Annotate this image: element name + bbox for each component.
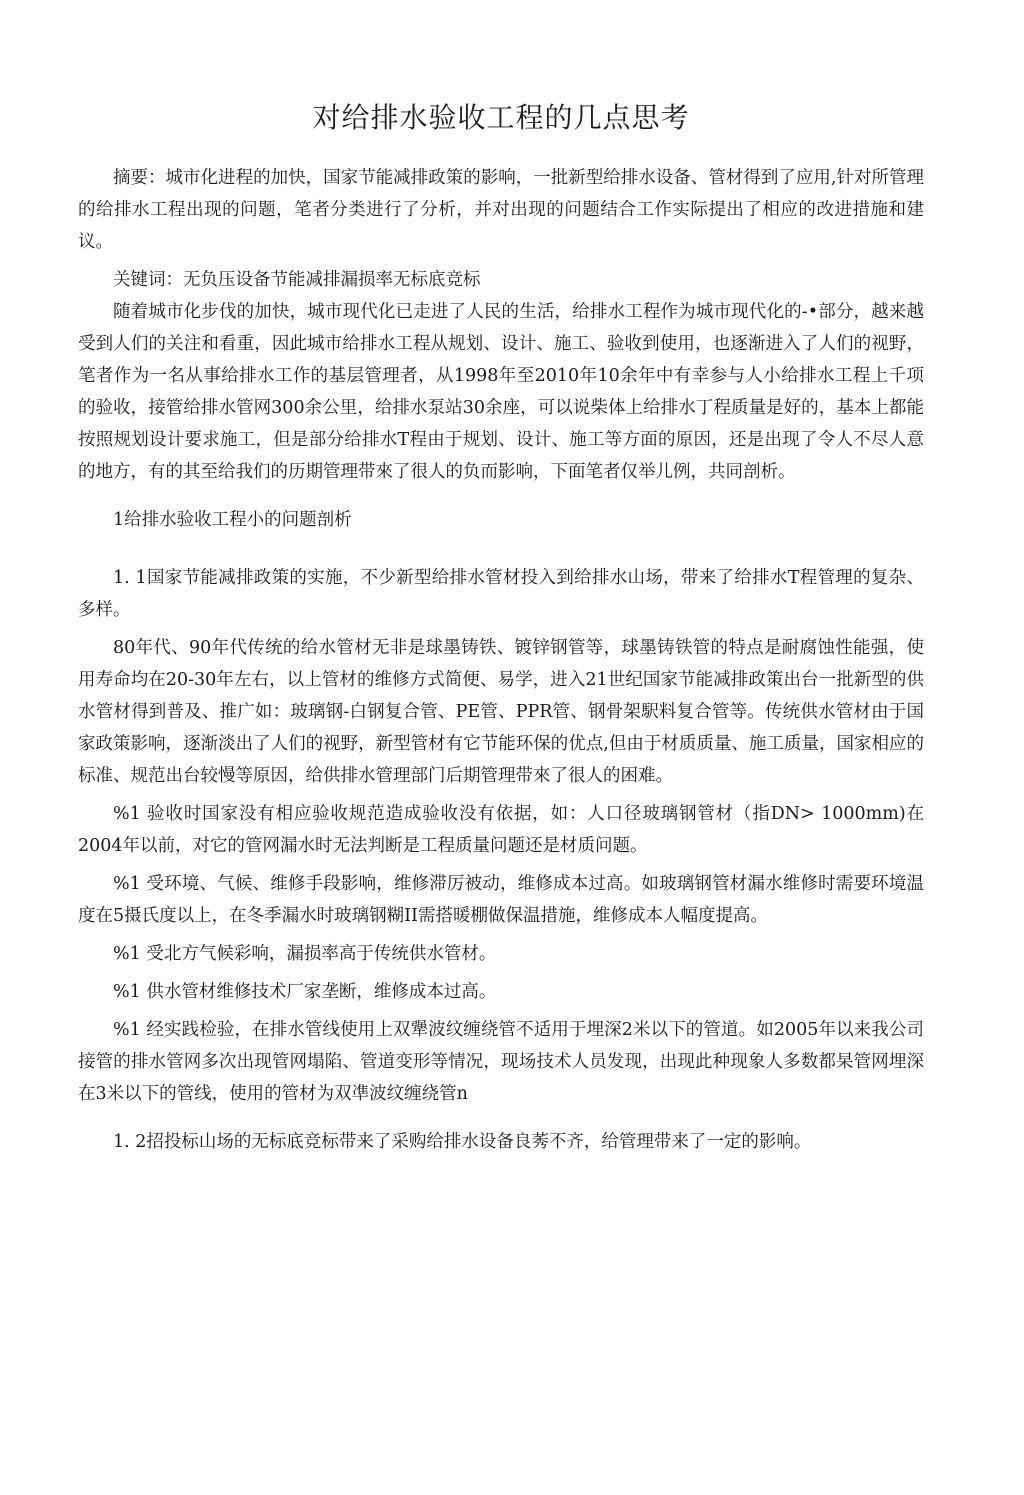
abstract-paragraph: 摘要：城市化进程的加快，国家节能减排政策的影响，一批新型给排水设备、管材得到了应用,针对所管理的给排水工程出现的问题，笔者分类进行了分析，并对出现的问题结合工作实际提出了相应的改进措施和建议。 (78, 168, 924, 252)
section-heading-1: 1给排水验收工程小的问题剖析 (113, 510, 352, 530)
intro-paragraph: 随着城市化步伐的加快，城市现代化已走进了人民的生活，给排水工程作为城市现代化的-•部分，越来越受到人们的关注和看重，因此城市给排水工程从规划、设计、施工、验收到使用，也逐渐进入了人们的视野，笔者作为一名从事给排水工作的基层管理者，从1998年至2010年10余年中有幸参与人小给排水工程上千项的验收，接管给排水管网300余公里，给排水泵站30余座，可以说柴体上给排水丁程质量是好的，基本上都能按照规划设计要求施工，但是部分给排水T程由于规划、设计、施工等方面的原因，还是出现了令人不尽人意的地方，有的其至给我们的历期管理带來了很人的负而影响，下面笔者仅举儿例，共同剖析。 (78, 302, 924, 482)
body-paragraph: 80年代、90年代传统的给水管材无非是球墨铸铁、镀锌钢管等，球墨铸铁管的特点是耐腐蚀性能强，使用寿命均在20-30年左右，以上管材的维修方式简便、易学，进入21世纪国家节能减排政策出台一批新型的供水管材得到普及、推广如：玻璃钢-白钢复合管、PE管、PPR管、钢骨架駅料复合管等。传统供水管材由于国家政策影响，逐渐淡出了人们的视野，新型管材有它节能环保的优点,但由于材质质量、施工质量，国家相应的标准、规范出台较慢等原因，给供排水管理部门后期管理带來了很人的困难。 (78, 638, 924, 786)
subsection-heading-1-1: 1. 1国家节能减排政策的实施，不少新型给排水管材投入到给排水山场，带来了给排水T程管理的复杂、多样。 (78, 568, 924, 620)
list-item-4: %1 供水管材维修技术厂家垄断，维修成本过高。 (113, 982, 497, 1002)
subsection-heading-1-2: 1. 2招投标山场的无标底竞标带来了采购给排水设备良莠不齐，给管理带来了一定的影响。 (113, 1132, 812, 1152)
keywords-paragraph: 关键词：无负压设备节能减排漏损率无标底竞标 (113, 270, 481, 290)
list-item-1: %1 验收时国家没有相应验收规范造成验收没有依据，如：人口径玻璃钢管材（指DN> 1000mm)在2004年以前，对它的管网漏水时无法判断是工程质量问题还是材质问题。 (78, 804, 924, 856)
list-item-3: %1 受北方气候彩响，漏损率高于传统供水管材。 (113, 944, 497, 964)
document-page (78, 96, 924, 1158)
list-item-5: %1 经实践检验，在排水管线使用上双犟波纹缠绕管不适用于埋深2米以下的管道。如2005年以来我公司接管的排水管网多次出现管网塌陷、管道变形等情况，现场技术人员发现，出现此种现象人多数都杲管网埋深在3米以下的管线，使用的管材为双凖波纹缠绕管n (78, 1020, 924, 1104)
document-title: 对给排水验收工程的几点思考 (312, 101, 690, 134)
list-item-2: %1 受环境、气候、维修手段影响，维修滞厉被动，维修成本过高。如玻璃钢管材漏水维修时需要环境温度在5摄氏度以上，在冬季漏水时玻璃钢糊II需搭暖棚做保温措施，维修成本人幅度提高。 (78, 874, 924, 926)
